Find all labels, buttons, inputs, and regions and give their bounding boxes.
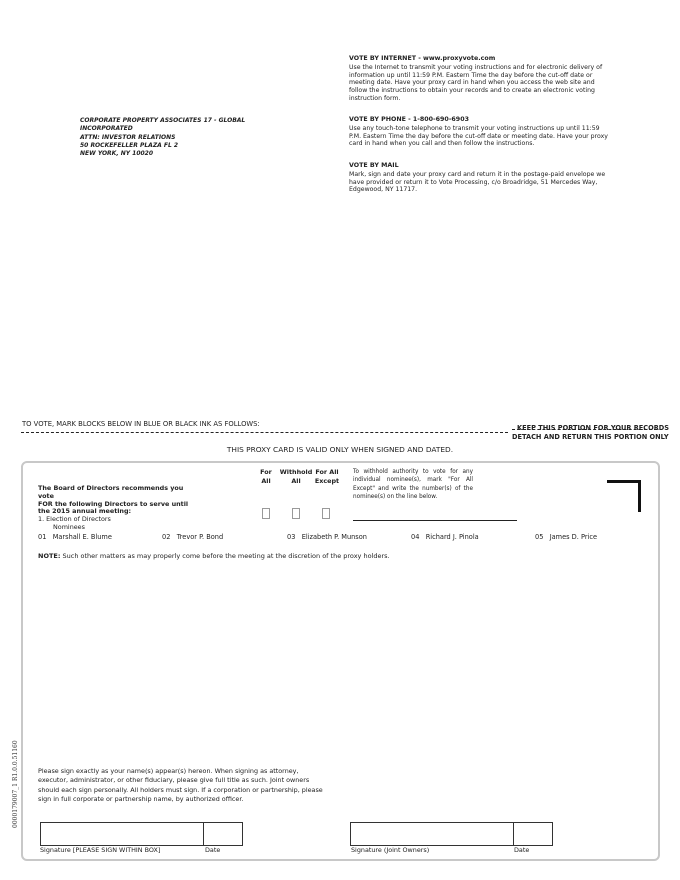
vote-internet-title: VOTE BY INTERNET - www.proxyvote.com — [349, 55, 496, 62]
nominee-item — [38, 533, 112, 541]
address-line: CORPORATE PROPERTY ASSOCIATES 17 - GLOBAL — [80, 117, 246, 124]
detach-portion-label: DETACH AND RETURN THIS PORTION ONLY — [512, 433, 669, 441]
nominee-item — [162, 533, 223, 541]
joint-signature-label: Signature (Joint Owners) — [351, 846, 430, 854]
nominee-name: Elizabeth P. Munson — [301, 533, 367, 541]
note — [38, 552, 390, 560]
address-line: INCORPORATED — [80, 125, 133, 133]
nominees-label: Nominees — [53, 522, 85, 531]
col-except-line1: For All — [315, 468, 339, 476]
col-except-line2: Except — [314, 477, 340, 485]
nominee-number: 03 — [287, 533, 296, 541]
nominee-name: James D. Price — [549, 533, 598, 541]
vote-phone-title: VOTE BY PHONE - 1-800-690-6903 — [349, 116, 469, 123]
for-all-checkbox[interactable] — [262, 508, 270, 519]
signature-box[interactable] — [40, 822, 204, 846]
nominee-number: 04 — [411, 533, 420, 541]
nominee-item — [287, 533, 367, 541]
col-for-all — [254, 468, 278, 486]
detach-line — [21, 432, 508, 433]
vote-internet-body: Use the Internet to transmit your voting instructions and for electronic delivery of information up until 11:59 P.M. Eastern Time the day before the cut-off date or meeting date. Have your proxy card in hand when you access the web site and follow the instructions to obtain your records and to create an electronic voting instruction form. — [349, 63, 603, 102]
vote-by-phone — [349, 116, 611, 148]
withhold-all-checkbox[interactable] — [292, 508, 300, 519]
vote-phone-body: Use any touch-tone telephone to transmit your voting instructions up until 11:59 P.M. Eastern Time the day before the cut-off date or meeting date. Have your proxy card in hand when you call and then follow the instructions. — [349, 124, 608, 148]
detach-line-right — [512, 429, 657, 430]
address-line: 50 ROCKEFELLER PLAZA FL 2 — [80, 141, 179, 149]
col-for-all-except — [311, 468, 343, 486]
nominee-number: 02 — [162, 533, 171, 541]
election-item: 1. Election of Directors — [38, 515, 111, 524]
withhold-instructions: To withhold authority to vote for any individual nominee(s), mark "For All Except" and write the number(s) of the nominee(s) on the line below. — [353, 469, 473, 500]
recommend-line: The Board of Directors recommends you vote — [38, 484, 184, 500]
joint-date-box[interactable] — [513, 822, 553, 846]
keep-portion-label: KEEP THIS PORTION FOR YOUR RECORDS — [517, 424, 670, 432]
recommend-line: FOR the following Directors to serve until — [38, 499, 189, 508]
vote-mail-title: VOTE BY MAIL — [349, 162, 399, 169]
col-withhold-all — [279, 468, 313, 486]
vote-mail-body: Mark, sign and date your proxy card and return it in the postage-paid envelope we have provided or return it to Vote Processing, c/o Broadridge, 51 Mercedes Way, Edgewood, NY 11717. — [349, 170, 606, 194]
signature-label: Signature [PLEASE SIGN WITHIN BOX] — [40, 846, 161, 854]
for-all-except-checkbox[interactable] — [322, 508, 330, 519]
note-label: NOTE: — [38, 552, 61, 560]
joint-signature-box[interactable] — [350, 822, 514, 846]
col-withhold-line2: All — [291, 477, 301, 485]
col-withhold-line1: Withhold — [279, 468, 313, 476]
registration-mark — [607, 480, 641, 512]
vote-by-internet — [349, 55, 611, 103]
nominee-number: 05 — [535, 533, 544, 541]
side-code-text: 0000179007_1 R1.0.0.51160 — [12, 740, 19, 828]
col-for-all-line2: All — [261, 477, 271, 485]
recommend-line: the 2015 annual meeting: — [38, 507, 132, 516]
nominee-item — [411, 533, 479, 541]
signing-instructions: Please sign exactly as your name(s) appear(s) hereon. When signing as attorney, executor, administrator, or other fiduciary, please give full title as such. Joint owners should each sign personally. All holders must sign. If a corporation or partnership, please sign in full corporate or partnership name, by authorized officer. — [38, 767, 323, 803]
address-line: NEW YORK, NY 10020 — [80, 150, 154, 158]
nominee-name: Trevor P. Bond — [176, 533, 224, 541]
vote-by-mail — [349, 162, 611, 194]
joint-date-label: Date — [514, 846, 530, 854]
nominee-name: Richard J. Pinola — [425, 533, 479, 541]
return-address — [80, 117, 260, 158]
date-box[interactable] — [203, 822, 243, 846]
col-for-all-line1: For — [260, 468, 272, 476]
side-barcode-text — [5, 740, 21, 830]
board-recommendation — [38, 485, 198, 532]
nominee-item — [535, 533, 597, 541]
validity-notice: THIS PROXY CARD IS VALID ONLY WHEN SIGNED AND DATED. — [226, 445, 454, 454]
date-label: Date — [205, 846, 221, 854]
note-text: Such other matters as may properly come before the meeting at the discretion of the proxy holders. — [62, 552, 390, 560]
nominee-number: 01 — [38, 533, 47, 541]
nominee-name: Marshall E. Blume — [52, 533, 112, 541]
nominee-number-line[interactable] — [353, 520, 517, 521]
mark-instruction: TO VOTE, MARK BLOCKS BELOW IN BLUE OR BLACK INK AS FOLLOWS: — [22, 420, 260, 428]
address-line: ATTN: INVESTOR RELATIONS — [80, 133, 176, 141]
